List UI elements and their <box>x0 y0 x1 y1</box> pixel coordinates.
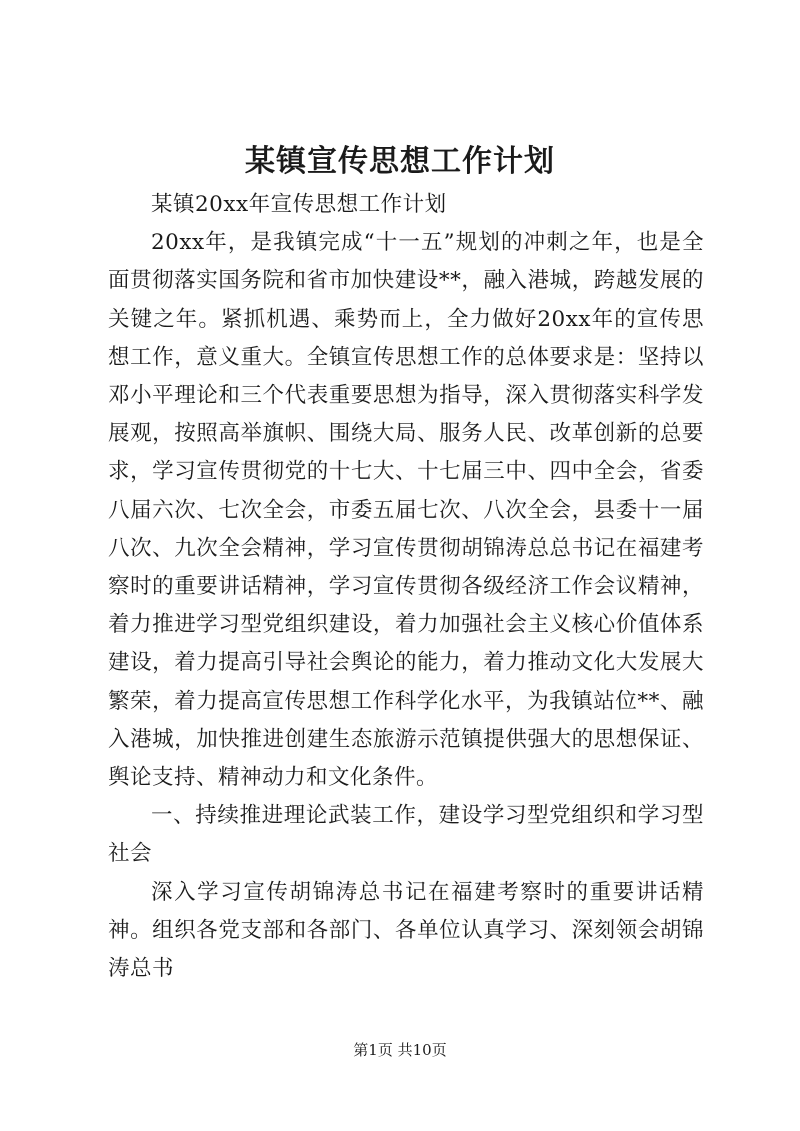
body-paragraph: 深入学习宣传胡锦涛总书记在福建考察时的重要讲话精神。组织各党支部和各部门、各单位认真学习、深刻领会胡锦涛总书 <box>108 879 704 982</box>
subtitle-paragraph: 某镇20xx年宣传思想工作计划 <box>151 192 447 217</box>
section-heading: 一、持续推进理论武装工作，建设学习型党组织和学习型社会 <box>108 803 704 867</box>
body-paragraph: 20xx年，是我镇完成“十一五”规划的冲刺之年，也是全面贯彻落实国务院和省市加快建设**，融入港城，跨越发展的关键之年。紧抓机遇、乘势而上，全力做好20xx年的宣传思想工作，意义重大。全镇宣传思想工作的总体要求是：坚持以邓小平理论和三个代表重要思想为指导，深入贯彻落实科学发展观，按照高举旗帜、围绕大局、服务人民、改革创新的总要求，学习宣传贯彻党的十七大、十七届三中、四中全会，省委八届六次、七次全会，市委五届七次、八次全会，县委十一届八次、九次全会精神，学习宣传贯彻胡锦涛总总书记在福建考察时的重要讲话精神，学习宣传贯彻各级经济工作会议精神，着力推进学习型党组织建设，着力加强社会主义核心价值体系建设，着力提高引导社会舆论的能力，着力推动文化大发展大繁荣，着力提高宣传思想工作科学化水平，为我镇站位**、融入港城，加快推进创建生态旅游示范镇提供强大的思想保证、舆论支持、精神动力和文化条件。 <box>108 230 704 791</box>
document-body <box>108 186 704 988</box>
page-footer: 第1页 共10页 <box>353 1041 447 1059</box>
document-title: 某镇宣传思想工作计划 <box>245 144 555 179</box>
